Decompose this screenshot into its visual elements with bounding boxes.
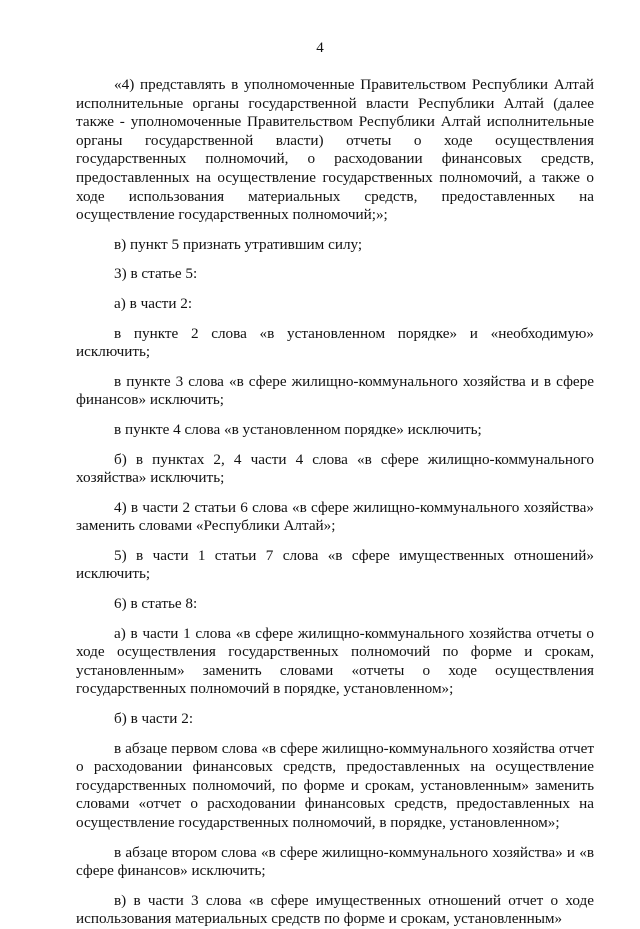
paragraph: в абзаце первом слова «в сфере жилищно-коммунального хозяйства отчет о расходовании финансовых средств, предоставленных на осуществление государственных полномочий, по форме и срокам, установленным» заменить словами «отчет о расходовании финансовых средств, предоставленных на осуществление государственных полномочий, в порядке, установленном»;	[76, 739, 594, 831]
paragraph: б) в части 2:	[114, 710, 194, 728]
paragraph: в пункте 3 слова «в сфере жилищно-коммунального хозяйства и в сфере финансов» исключить;	[76, 372, 594, 409]
paragraph: «4) представлять в уполномоченные Правительством Республики Алтай исполнительные органы государственной власти Республики Алтай (далее также - уполномоченные Правительством Республики Алтай исполнительные органы государственной власти) отчеты о ходе осуществления государственных полномочий, о расходовании финансовых средств, предоставленных на осуществление государственных полномочий, а также о ходе использования материальных средств, предоставленных на осуществление государственных полномочий;»;	[76, 76, 594, 224]
paragraph: в абзаце втором слова «в сфере жилищно-коммунального хозяйства» и «в сфере финансов» исключить;	[76, 843, 594, 880]
paragraph: в) пункт 5 признать утратившим силу;	[114, 235, 363, 253]
paragraph: в пункте 2 слова «в установленном порядке» и «необходимую» исключить;	[76, 324, 594, 361]
paragraph: а) в части 1 слова «в сфере жилищно-коммунального хозяйства отчеты о ходе осуществления государственных полномочий по форме и срокам, установленным» заменить словами «отчеты о ходе осуществления государственных полномочий в порядке, установленном»;	[76, 624, 594, 698]
paragraph: в пункте 4 слова «в установленном порядке» исключить;	[114, 420, 482, 438]
paragraph: б) в пунктах 2, 4 части 4 слова «в сфере жилищно-коммунального хозяйства» исключить;	[76, 450, 594, 487]
paragraph: 4) в части 2 статьи 6 слова «в сфере жилищно-коммунального хозяйства» заменить словами «Республики Алтай»;	[76, 498, 594, 535]
page-number: 4	[316, 40, 324, 56]
paragraph: в) в части 3 слова «в сфере имущественных отношений отчет о ходе использования материальных средств по форме и срокам, установленным»	[76, 891, 594, 928]
paragraph: а) в части 2:	[114, 294, 193, 312]
paragraph: 5) в части 1 статьи 7 слова «в сфере имущественных отношений» исключить;	[76, 546, 594, 583]
paragraph: 3) в статье 5:	[114, 265, 198, 283]
paragraph: 6) в статье 8:	[114, 595, 198, 613]
document-body	[76, 76, 594, 929]
